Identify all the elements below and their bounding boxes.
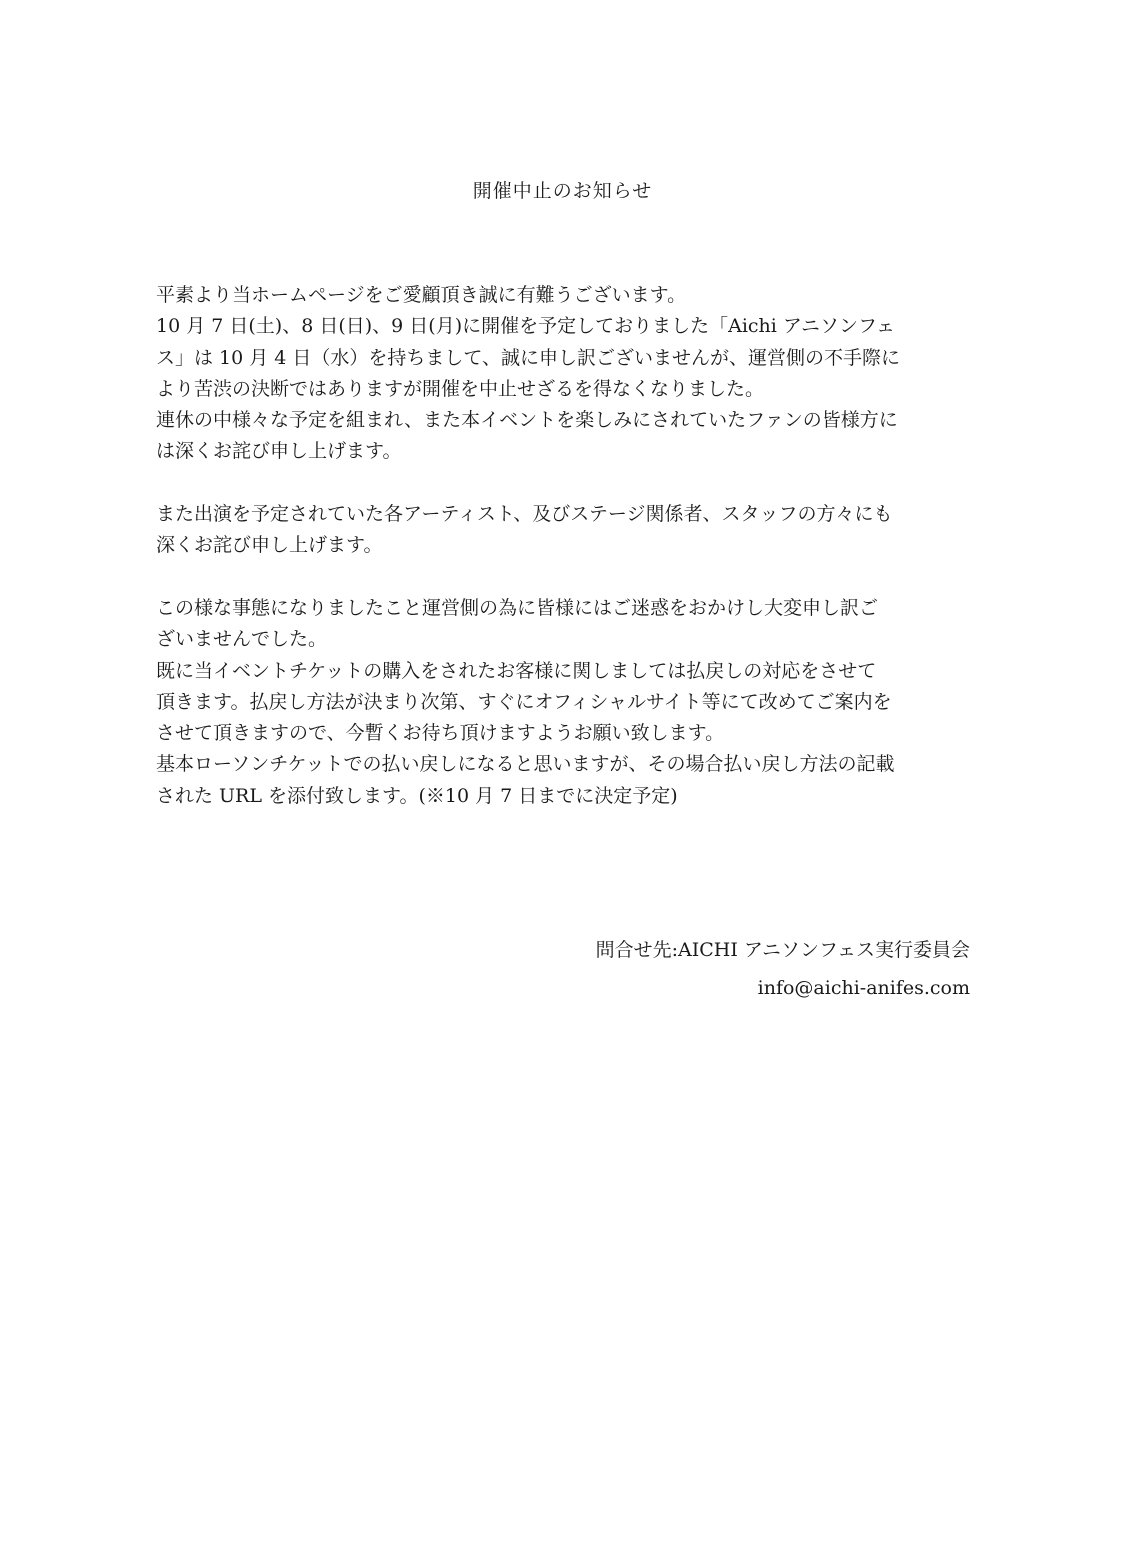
body-line: 基本ローソンチケットでの払い戻しになると思いますが、その場合払い戻し方法の記載: [156, 753, 895, 776]
body-line: また出演を予定されていた各アーティスト、及びステージ関係者、スタッフの方々にも: [156, 503, 893, 526]
body-line: 既に当イベントチケットの購入をされたお客様に関しましては払戻しの対応をさせて: [156, 659, 877, 682]
notice-title: 開催中止のお知らせ: [472, 180, 653, 202]
notice-body: [156, 280, 972, 812]
body-line: 平素より当ホームページをご愛顧頂き誠に有難うございます。: [156, 284, 687, 306]
body-line: された URL を添付致します。(※10 月 7 日までに決定予定): [156, 784, 678, 807]
paragraph-spacer: [156, 562, 972, 593]
body-line: は深くお詫び申し上げます。: [156, 440, 402, 463]
body-line: 深くお詫び申し上げます。: [156, 534, 383, 557]
contact-label: 問合せ先:AICHI アニソンフェス実行委員会: [595, 939, 970, 961]
paragraph-spacer: [156, 468, 972, 499]
body-line: ざいませんでした。: [156, 628, 328, 651]
body-line: させて頂きますので、今暫くお待ち頂けますようお願い致します。: [156, 722, 725, 745]
body-line: 10 月 7 日(土)、8 日(日)、9 日(月)に開催を予定しておりました「Aichi アニソンフェ: [156, 315, 896, 338]
body-line: ス」は 10 月 4 日（水）を持ちまして、誠に申し訳ございませんが、運営側の不手際に: [156, 346, 901, 369]
paragraph-refund: [156, 593, 972, 812]
paragraph-apology-artists: [156, 499, 972, 562]
body-line: この様な事態になりましたこと運営側の為に皆様にはご迷惑をおかけし大変申し訳ご: [156, 596, 879, 619]
contact-block: [596, 931, 970, 1007]
contact-email: info@aichi-anifes.com: [757, 977, 970, 999]
paragraph-greeting: [156, 280, 972, 468]
body-line: より苦渋の決断ではありますが開催を中止せざるを得なくなりました。: [156, 377, 765, 400]
body-line: 頂きます。払戻し方法が決まり次第、すぐにオフィシャルサイト等にて改めてご案内を: [156, 690, 892, 713]
body-line: 連休の中様々な予定を組まれ、また本イベントを楽しみにされていたファンの皆様方に: [156, 409, 898, 432]
